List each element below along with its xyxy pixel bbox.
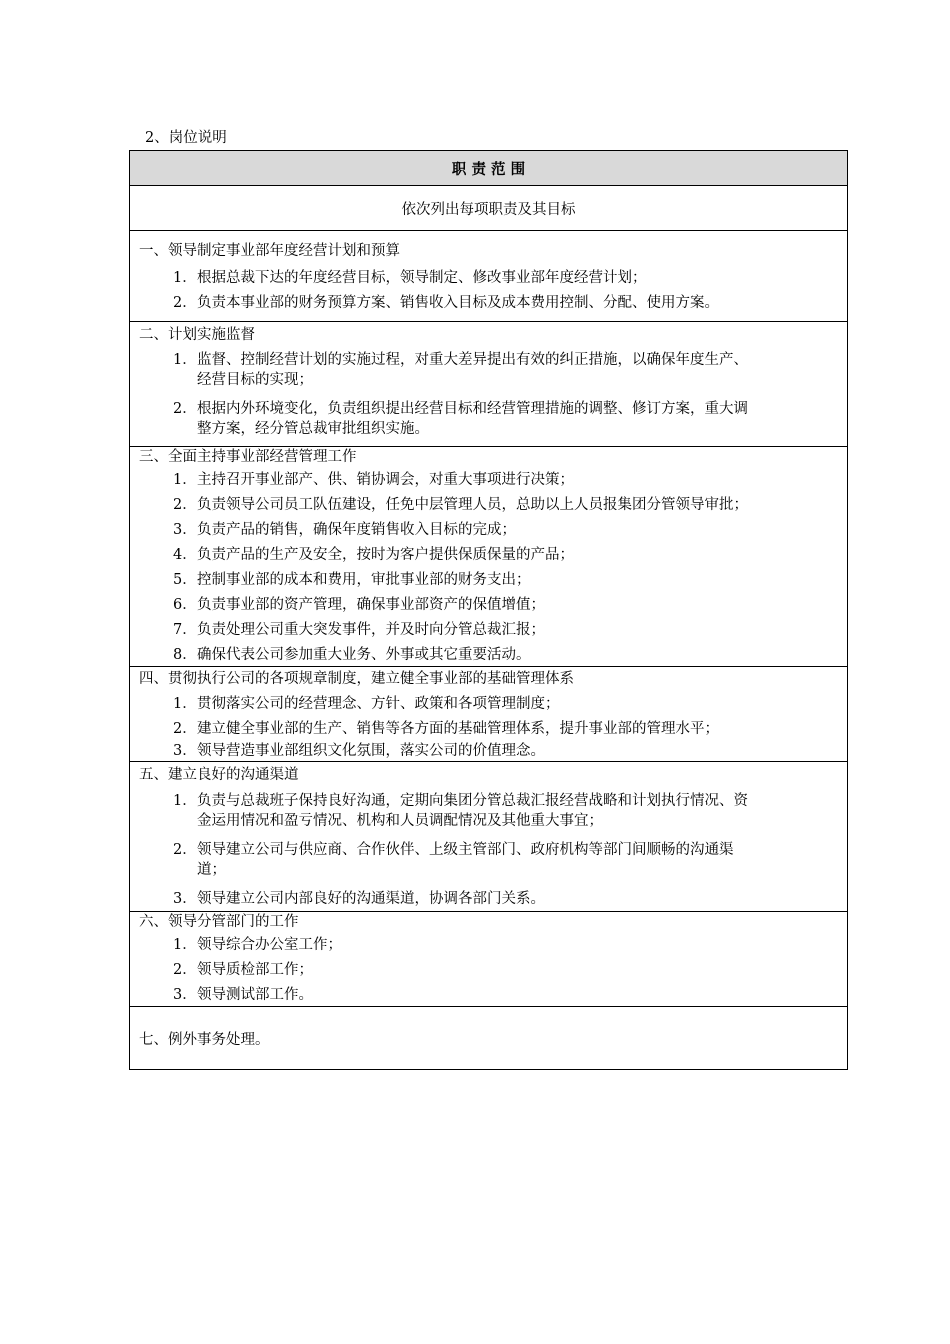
duty-block-1 — [130, 231, 847, 322]
table-header: 职 责 范 围 — [130, 151, 847, 186]
duty-item: 1．主持召开事业部产、供、销协调会，对重大事项进行决策； — [173, 472, 574, 488]
duty-heading-7: 七、例外事务处理。 — [139, 1032, 270, 1048]
duty-item: 2．根据内外环境变化，负责组织提出经营目标和经营管理措施的调整、修订方案，重大调 整方案，经分管总裁审批组织实施。 — [173, 401, 748, 437]
duty-item: 1．监督、控制经营计划的实施过程，对重大差异提出有效的纠正措施，以确保年度生产、 经营目标的实现； — [173, 352, 748, 388]
duty-item: 2．负责领导公司员工队伍建设，任免中层管理人员，总助以上人员报集团分管领导审批； — [173, 497, 748, 513]
duty-block-7 — [130, 1007, 847, 1069]
duty-item: 2．领导质检部工作； — [173, 962, 313, 978]
table-subheader: 依次列出每项职责及其目标 — [130, 186, 847, 231]
duty-heading-5: 五、建立良好的沟通渠道 — [139, 767, 299, 783]
duty-heading-4: 四、贯彻执行公司的各项规章制度，建立健全事业部的基础管理体系 — [139, 671, 574, 687]
duty-block-2 — [130, 322, 847, 447]
duty-item: 8．确保代表公司参加重大业务、外事或其它重要活动。 — [173, 647, 531, 663]
duty-heading-2: 二、计划实施监督 — [139, 327, 255, 343]
duty-item: 3．领导营造事业部组织文化氛围，落实公司的价值理念。 — [173, 743, 545, 759]
duty-heading-3: 三、全面主持事业部经营管理工作 — [139, 449, 357, 465]
duty-item: 1．根据总裁下达的年度经营目标，领导制定、修改事业部年度经营计划； — [173, 270, 647, 286]
duty-heading-6: 六、领导分管部门的工作 — [139, 914, 299, 930]
duty-item: 2．负责本事业部的财务预算方案、销售收入目标及成本费用控制、分配、使用方案。 — [173, 295, 719, 311]
duty-item: 1．贯彻落实公司的经营理念、方针、政策和各项管理制度； — [173, 696, 560, 712]
duty-heading-1: 一、领导制定事业部年度经营计划和预算 — [139, 243, 400, 259]
duty-item: 3．领导测试部工作。 — [173, 987, 313, 1003]
duty-block-4 — [130, 667, 847, 762]
duty-block-6 — [130, 912, 847, 1007]
duty-item: 7．负责处理公司重大突发事件，并及时向分管总裁汇报； — [173, 622, 545, 638]
duty-item: 1．领导综合办公室工作； — [173, 937, 342, 953]
duty-block-5 — [130, 762, 847, 912]
duty-item: 1．负责与总裁班子保持良好沟通，定期向集团分管总裁汇报经营战略和计划执行情况、资 金运用情况和盈亏情况、机构和人员调配情况及其他重大事宜； — [173, 793, 748, 829]
duty-item: 4．负责产品的生产及安全，按时为客户提供保质保量的产品； — [173, 547, 574, 563]
duty-item: 6．负责事业部的资产管理，确保事业部资产的保值增值； — [173, 597, 545, 613]
duty-table — [129, 150, 848, 1070]
duty-block-3 — [130, 447, 847, 667]
duty-item: 2．建立健全事业部的生产、销售等各方面的基础管理体系，提升事业部的管理水平； — [173, 721, 719, 737]
duty-item: 5．控制事业部的成本和费用，审批事业部的财务支出； — [173, 572, 531, 588]
section-title: 2、岗位说明 — [145, 130, 227, 146]
duty-item: 3．负责产品的销售，确保年度销售收入目标的完成； — [173, 522, 516, 538]
duty-item: 2．领导建立公司与供应商、合作伙伴、上级主管部门、政府机构等部门间顺畅的沟通渠 道； — [173, 842, 734, 878]
duty-item: 3．领导建立公司内部良好的沟通渠道，协调各部门关系。 — [173, 891, 545, 907]
